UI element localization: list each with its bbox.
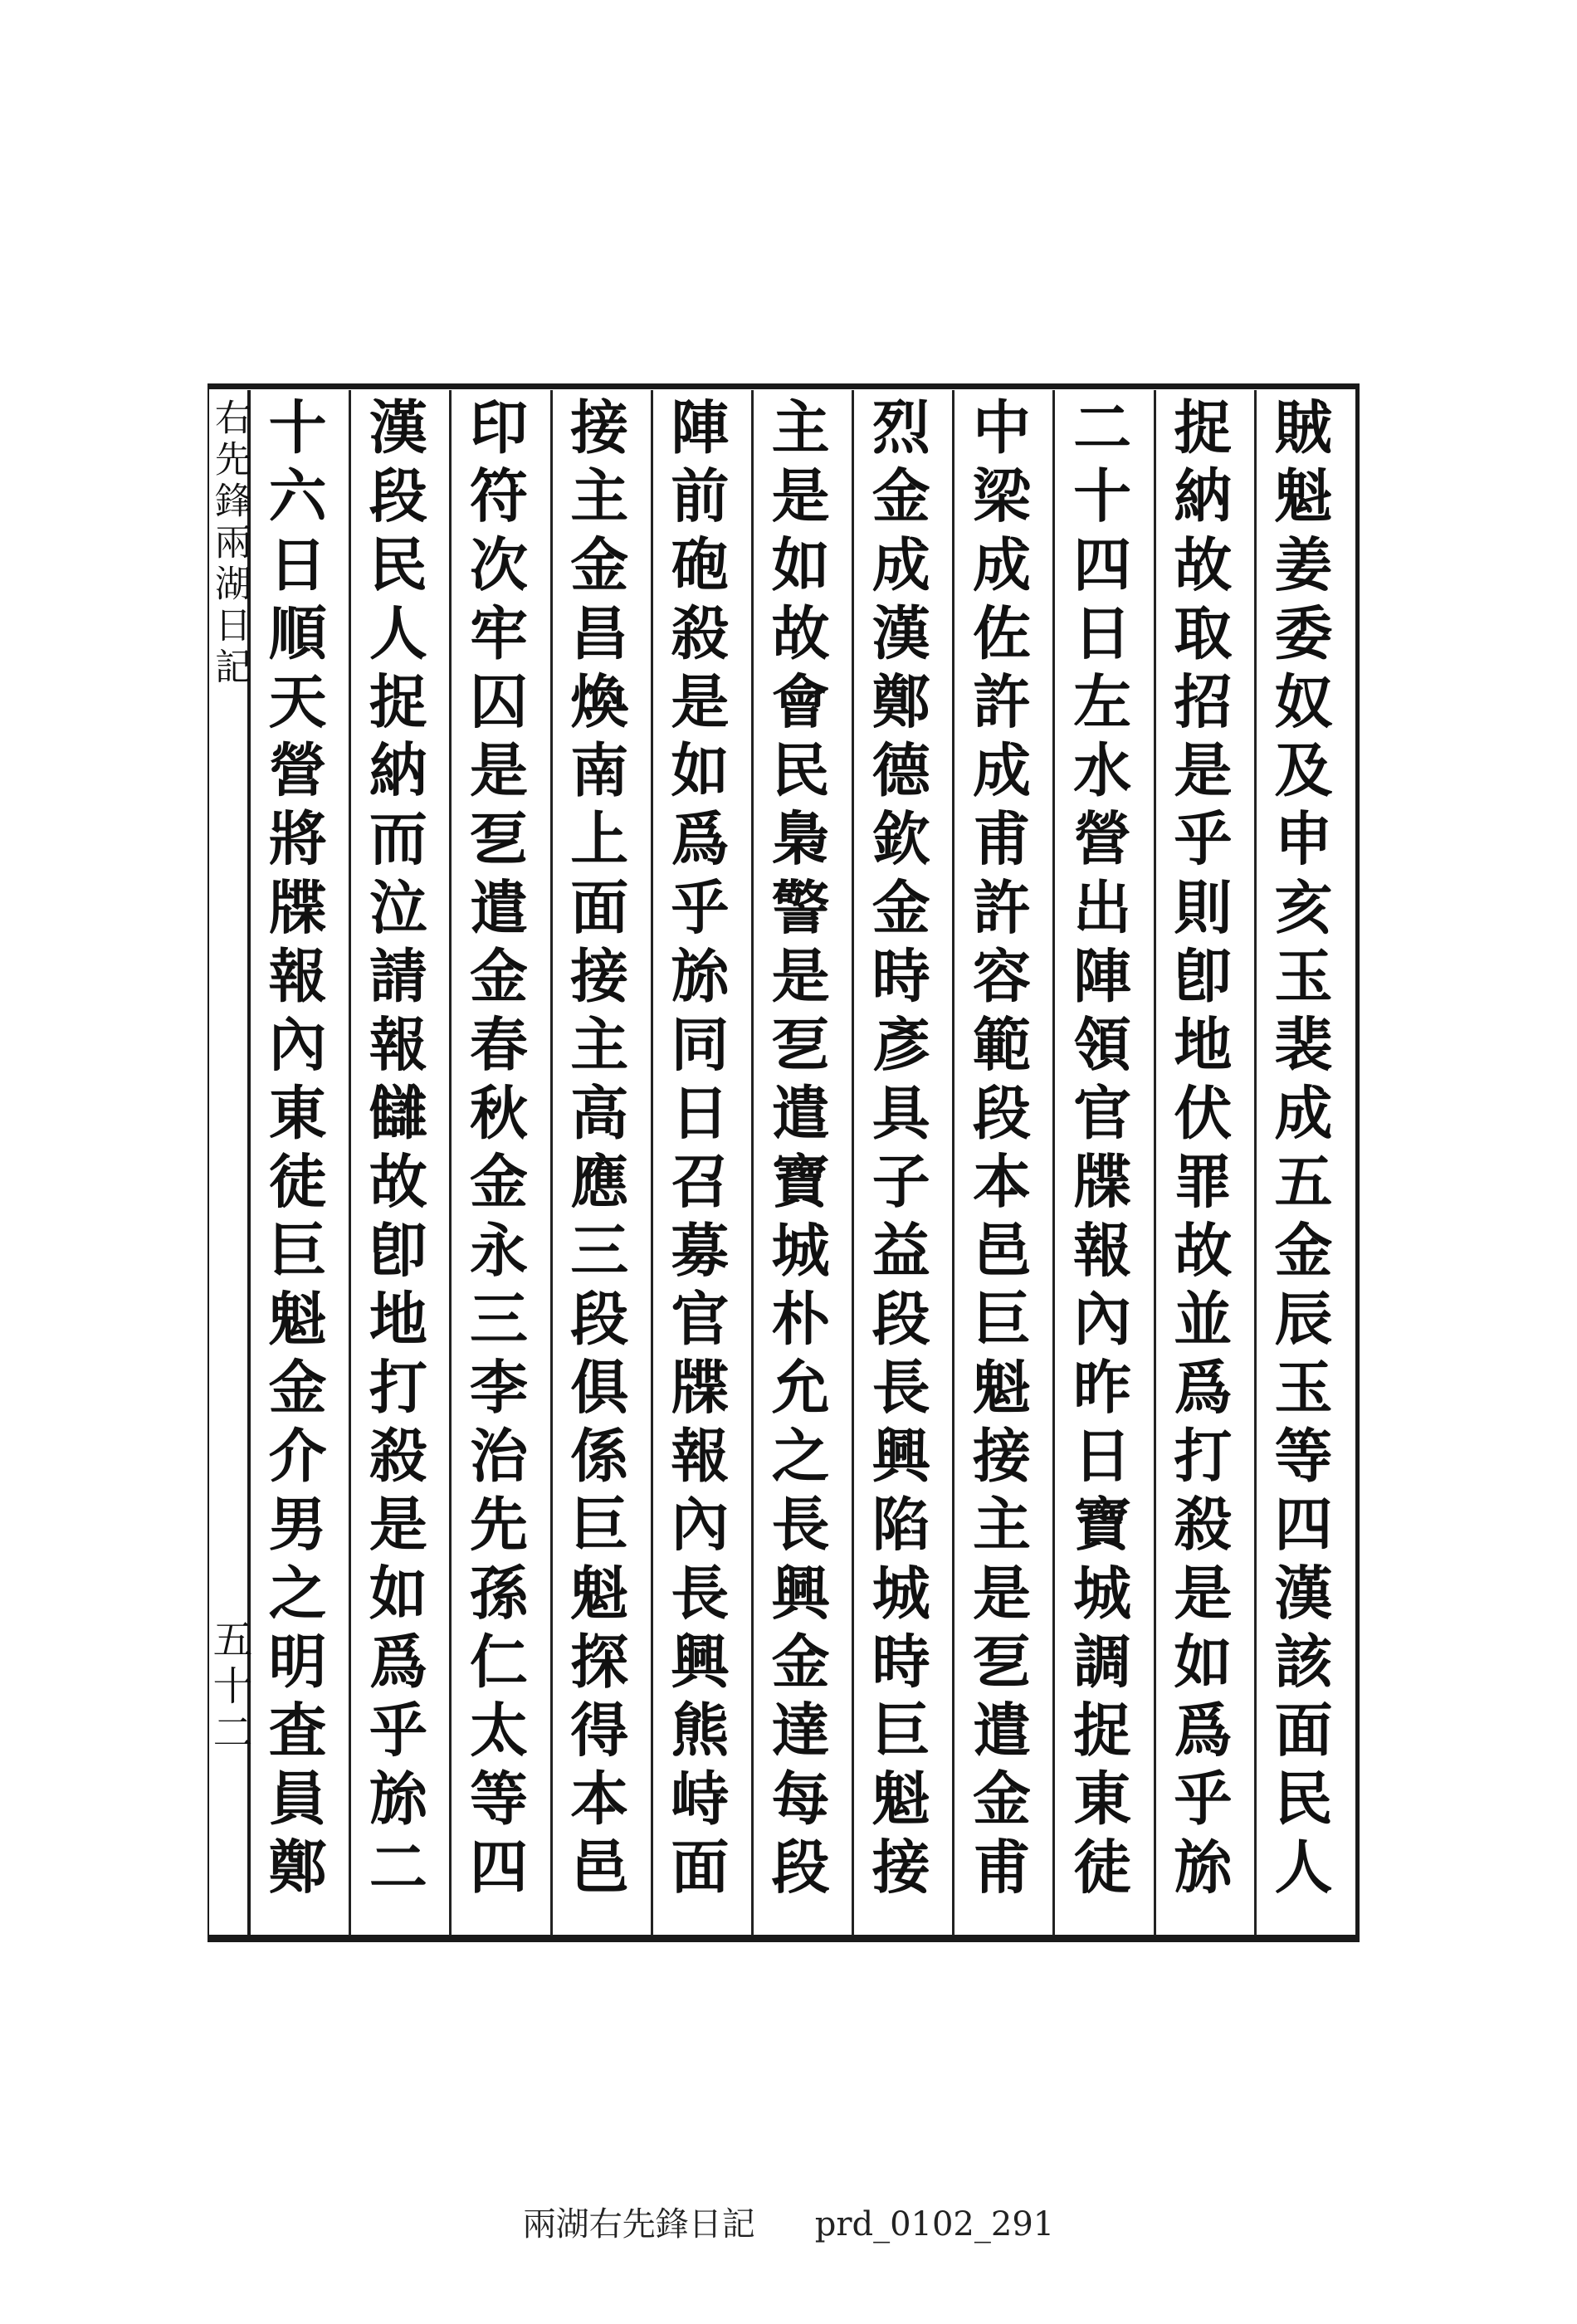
text-column-2 xyxy=(1154,390,1254,1936)
margin-folio-number: 五十二 xyxy=(206,1618,252,1758)
text-column-1 xyxy=(1254,390,1355,1936)
footer-caption xyxy=(0,2198,1577,2245)
text-line: 捉納故取招是乎則卽地伏罪故並爲打殺是如爲乎旀 xyxy=(1164,397,1233,1906)
text-line: 接主金昌煥南上面接主高應三段俱係巨魁探得本邑 xyxy=(560,397,630,1906)
text-line: 陣前砲殺是如爲乎旀同日召募官牒報內長興熊峙面 xyxy=(661,397,730,1906)
text-column-10 xyxy=(349,390,449,1936)
text-line: 烈金成漢鄭德欽金時彥具子益段長興陷城時巨魁接 xyxy=(862,397,932,1906)
text-line: 主是如故會民梟警是乭遣寶城朴允之長興金達每段 xyxy=(762,397,832,1906)
text-column-8 xyxy=(550,390,651,1936)
text-columns xyxy=(251,390,1355,1936)
text-column-3 xyxy=(1052,390,1153,1936)
footer-title: 兩湖右先鋒日記 xyxy=(522,2205,755,2243)
margin-title-rest: 兩湖日記 xyxy=(208,523,251,689)
text-column-4 xyxy=(952,390,1052,1936)
footer-id: prd_0102_291 xyxy=(814,2205,1055,2243)
text-line: 中梁成佐許成甫許容範段本邑巨魁接主是乭遣金甫 xyxy=(963,397,1033,1906)
text-column-6 xyxy=(751,390,852,1936)
text-column-7 xyxy=(651,390,751,1936)
text-line: 賊魁姜委奴及申亥玉裴成五金辰玉等四漢該面民人 xyxy=(1265,397,1334,1906)
text-line: 十六日順天營將牒報內東徒巨魁金介男之明査員鄭 xyxy=(259,397,329,1906)
text-line: 漢段民人捉納而泣請報讎故卽地打殺是如爲乎旀二 xyxy=(359,397,429,1906)
text-column-5 xyxy=(852,390,952,1936)
text-line: 印符次牢囚是乭遣金春秋金永三李治先孫仁太等四 xyxy=(460,397,530,1906)
margin-title-main: 右先鋒 xyxy=(208,398,251,523)
text-column-9 xyxy=(449,390,549,1936)
text-column-11 xyxy=(251,390,349,1936)
text-line: 二十四日左水營出陣領官牒報內昨日寶城調捉東徒 xyxy=(1063,397,1133,1906)
